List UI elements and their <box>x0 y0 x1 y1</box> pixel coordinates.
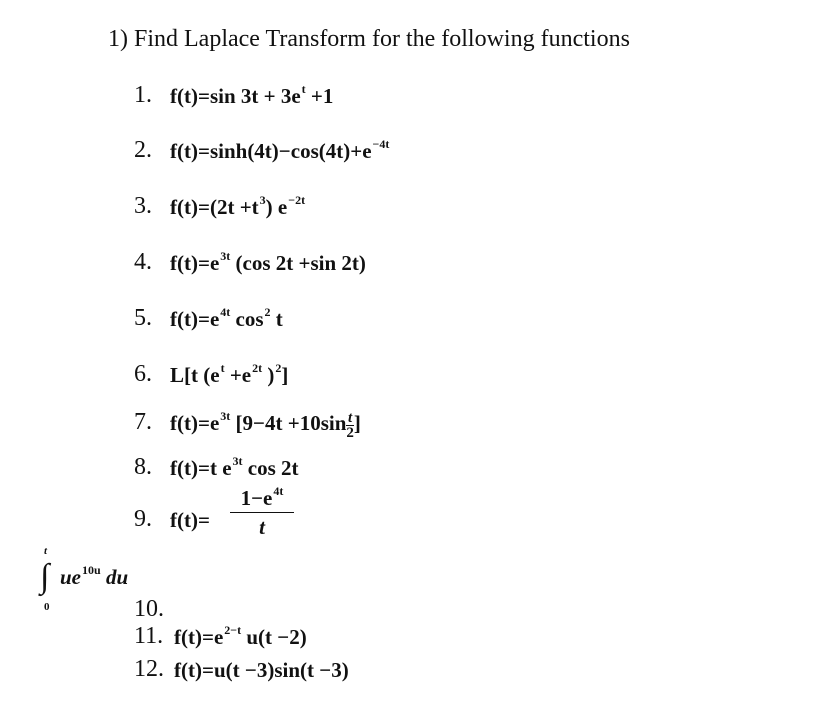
item-number: 7. <box>134 409 152 435</box>
equation: f(t)=u(t −3)sin(t −3) <box>174 658 349 682</box>
equation: f(t)= <box>170 508 210 532</box>
equation: $f(t)=e^{3t}$ (cos 2t +sin 2t) <box>170 249 366 275</box>
item-number: 5. <box>134 305 152 331</box>
item-number: 1. <box>134 82 152 108</box>
item-number: 10. <box>134 596 164 622</box>
item-number: 4. <box>134 249 152 275</box>
item-number: 11. <box>134 623 164 649</box>
integrand: $ue^{10u}$ du <box>60 563 129 589</box>
equation: $f(t)=(2t +t^3)$ $e^{-2t}$ <box>170 193 306 219</box>
equation: $f(t)=\sinh(4t)-\cos(4t)+e^{-4t}$ <box>170 137 390 163</box>
equation: $f(t)=e^{4t}$ $\cos^2 t$ <box>170 305 283 331</box>
item-number: 8. <box>134 454 152 480</box>
item-number: 3. <box>134 193 152 219</box>
item-number: 12. <box>134 656 164 682</box>
integral-sign: ∫ <box>40 558 50 595</box>
item-number: 9. <box>134 506 152 532</box>
equation: $f(t)=e^{2-t}$ u(t −2) <box>174 623 307 649</box>
problem-heading: 1) Find Laplace Transform for the following functions <box>108 26 630 52</box>
equation: $f(t)=e^{3t}$ [9−4t +10sin $\frac{t}{2}$ ] <box>170 409 361 441</box>
equation: f(t)=sin $3t + 3e^t +1$ <box>170 82 334 108</box>
equation: f(t)=t $e^{3t}$ cos 2t <box>170 454 299 480</box>
fraction: $1-e^{4t}$ t <box>230 484 294 541</box>
equation: L[t ($e^t +e^{2t}$ )$^2$] <box>170 361 289 387</box>
item-number: 6. <box>134 361 152 387</box>
fraction: $\frac{t}{2}$ <box>346 409 354 441</box>
item-number: 2. <box>134 137 152 163</box>
